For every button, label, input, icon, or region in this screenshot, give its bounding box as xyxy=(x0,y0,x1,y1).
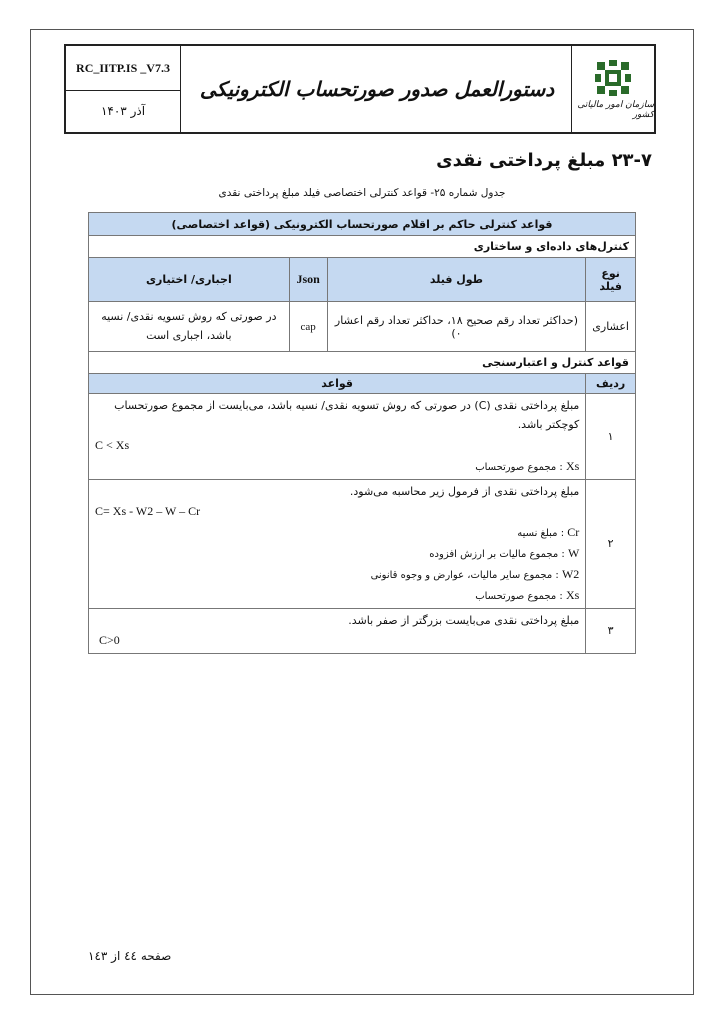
rule-row xyxy=(89,394,636,480)
page-number: صفحه ٤٤ از ۱٤۳ xyxy=(88,949,172,963)
rule-variable: Xs : مجموع صورتحساب xyxy=(475,587,580,602)
rule-formula: C= Xs - W2 – W – Cr xyxy=(95,503,201,518)
org-logo xyxy=(571,46,654,132)
field-type-value: اعشاری xyxy=(586,302,636,352)
doc-title: دستورالعمل صدور صورتحساب الکترونیکی xyxy=(199,77,555,101)
section-title: ۲۳-۷ مبلغ پرداختی نقدی xyxy=(436,150,652,171)
doc-date: آذر ۱۴۰۳ xyxy=(66,90,181,132)
document-header xyxy=(64,44,656,134)
rule-number: ۱ xyxy=(586,394,636,480)
rule-variable: Xs : مجموع صورتحساب xyxy=(475,458,580,473)
rule-formula: C>0 xyxy=(99,633,120,647)
rule-text: مبلغ پرداختی نقدی (C) در صورتی که روش تسویه نقدی/ نسیه باشد، می‌بایست از مجموع صورتحساب کوچکتر باشد. xyxy=(114,399,580,432)
rule-variable: Cr : مبلغ نسیه xyxy=(517,524,580,539)
rule-content xyxy=(89,608,586,653)
rules-table xyxy=(88,212,636,654)
rule-number: ۳ xyxy=(586,608,636,653)
field-json-value: cap xyxy=(289,302,327,352)
rule-row xyxy=(89,479,636,608)
rule-row xyxy=(89,608,636,653)
col-field-length: طول فیلد xyxy=(327,258,586,302)
doc-code: RC_IITP.IS _V7.3 xyxy=(66,46,181,91)
col-json: Json xyxy=(289,258,327,302)
rule-formula: C < Xs xyxy=(95,437,130,452)
rule-number: ۲ xyxy=(586,479,636,608)
tax-org-emblem-icon xyxy=(593,58,633,98)
field-length-value: (حداکثر تعداد رقم صحیح ۱۸، حداکثر تعداد رقم اعشار ۰) xyxy=(327,302,586,352)
rules-title: قواعد کنترل و اعتبارسنجی xyxy=(89,352,636,374)
table-header-title: قواعد کنترلی حاکم بر اقلام صورتحساب الکترونیکی (قواعد اختصاصی) xyxy=(89,213,636,236)
rule-text: مبلغ پرداختی نقدی از فرمول زیر محاسبه می‌شود. xyxy=(349,484,580,498)
col-field-type: نوع فیلد xyxy=(586,258,636,302)
col-rules: قواعد xyxy=(89,374,586,394)
rule-variable: W : مجموع مالیات بر ارزش افزوده xyxy=(429,545,580,560)
rule-content xyxy=(89,479,586,608)
org-name: سازمان امور مالیاتی کشور xyxy=(577,100,654,120)
field-mandatory-value: در صورتی که روش تسویه نقدی/ نسیه باشد، اجباری است xyxy=(89,302,290,352)
col-row-number: ردیف xyxy=(586,374,636,394)
structure-title: کنترل‌های داده‌ای و ساختاری xyxy=(89,236,636,258)
table-caption: جدول شماره ۲۵- قواعد کنترلی اختصاصی فیلد مبلغ پرداختی نقدی xyxy=(218,187,506,199)
rule-text: مبلغ پرداختی نقدی می‌بایست بزرگتر از صفر باشد. xyxy=(348,613,580,627)
rule-content xyxy=(89,394,586,480)
col-mandatory: اجباری/ اختیاری xyxy=(89,258,290,302)
rule-variable: W2 : مجموع سایر مالیات، عوارض و وجوه قانونی xyxy=(370,566,580,581)
